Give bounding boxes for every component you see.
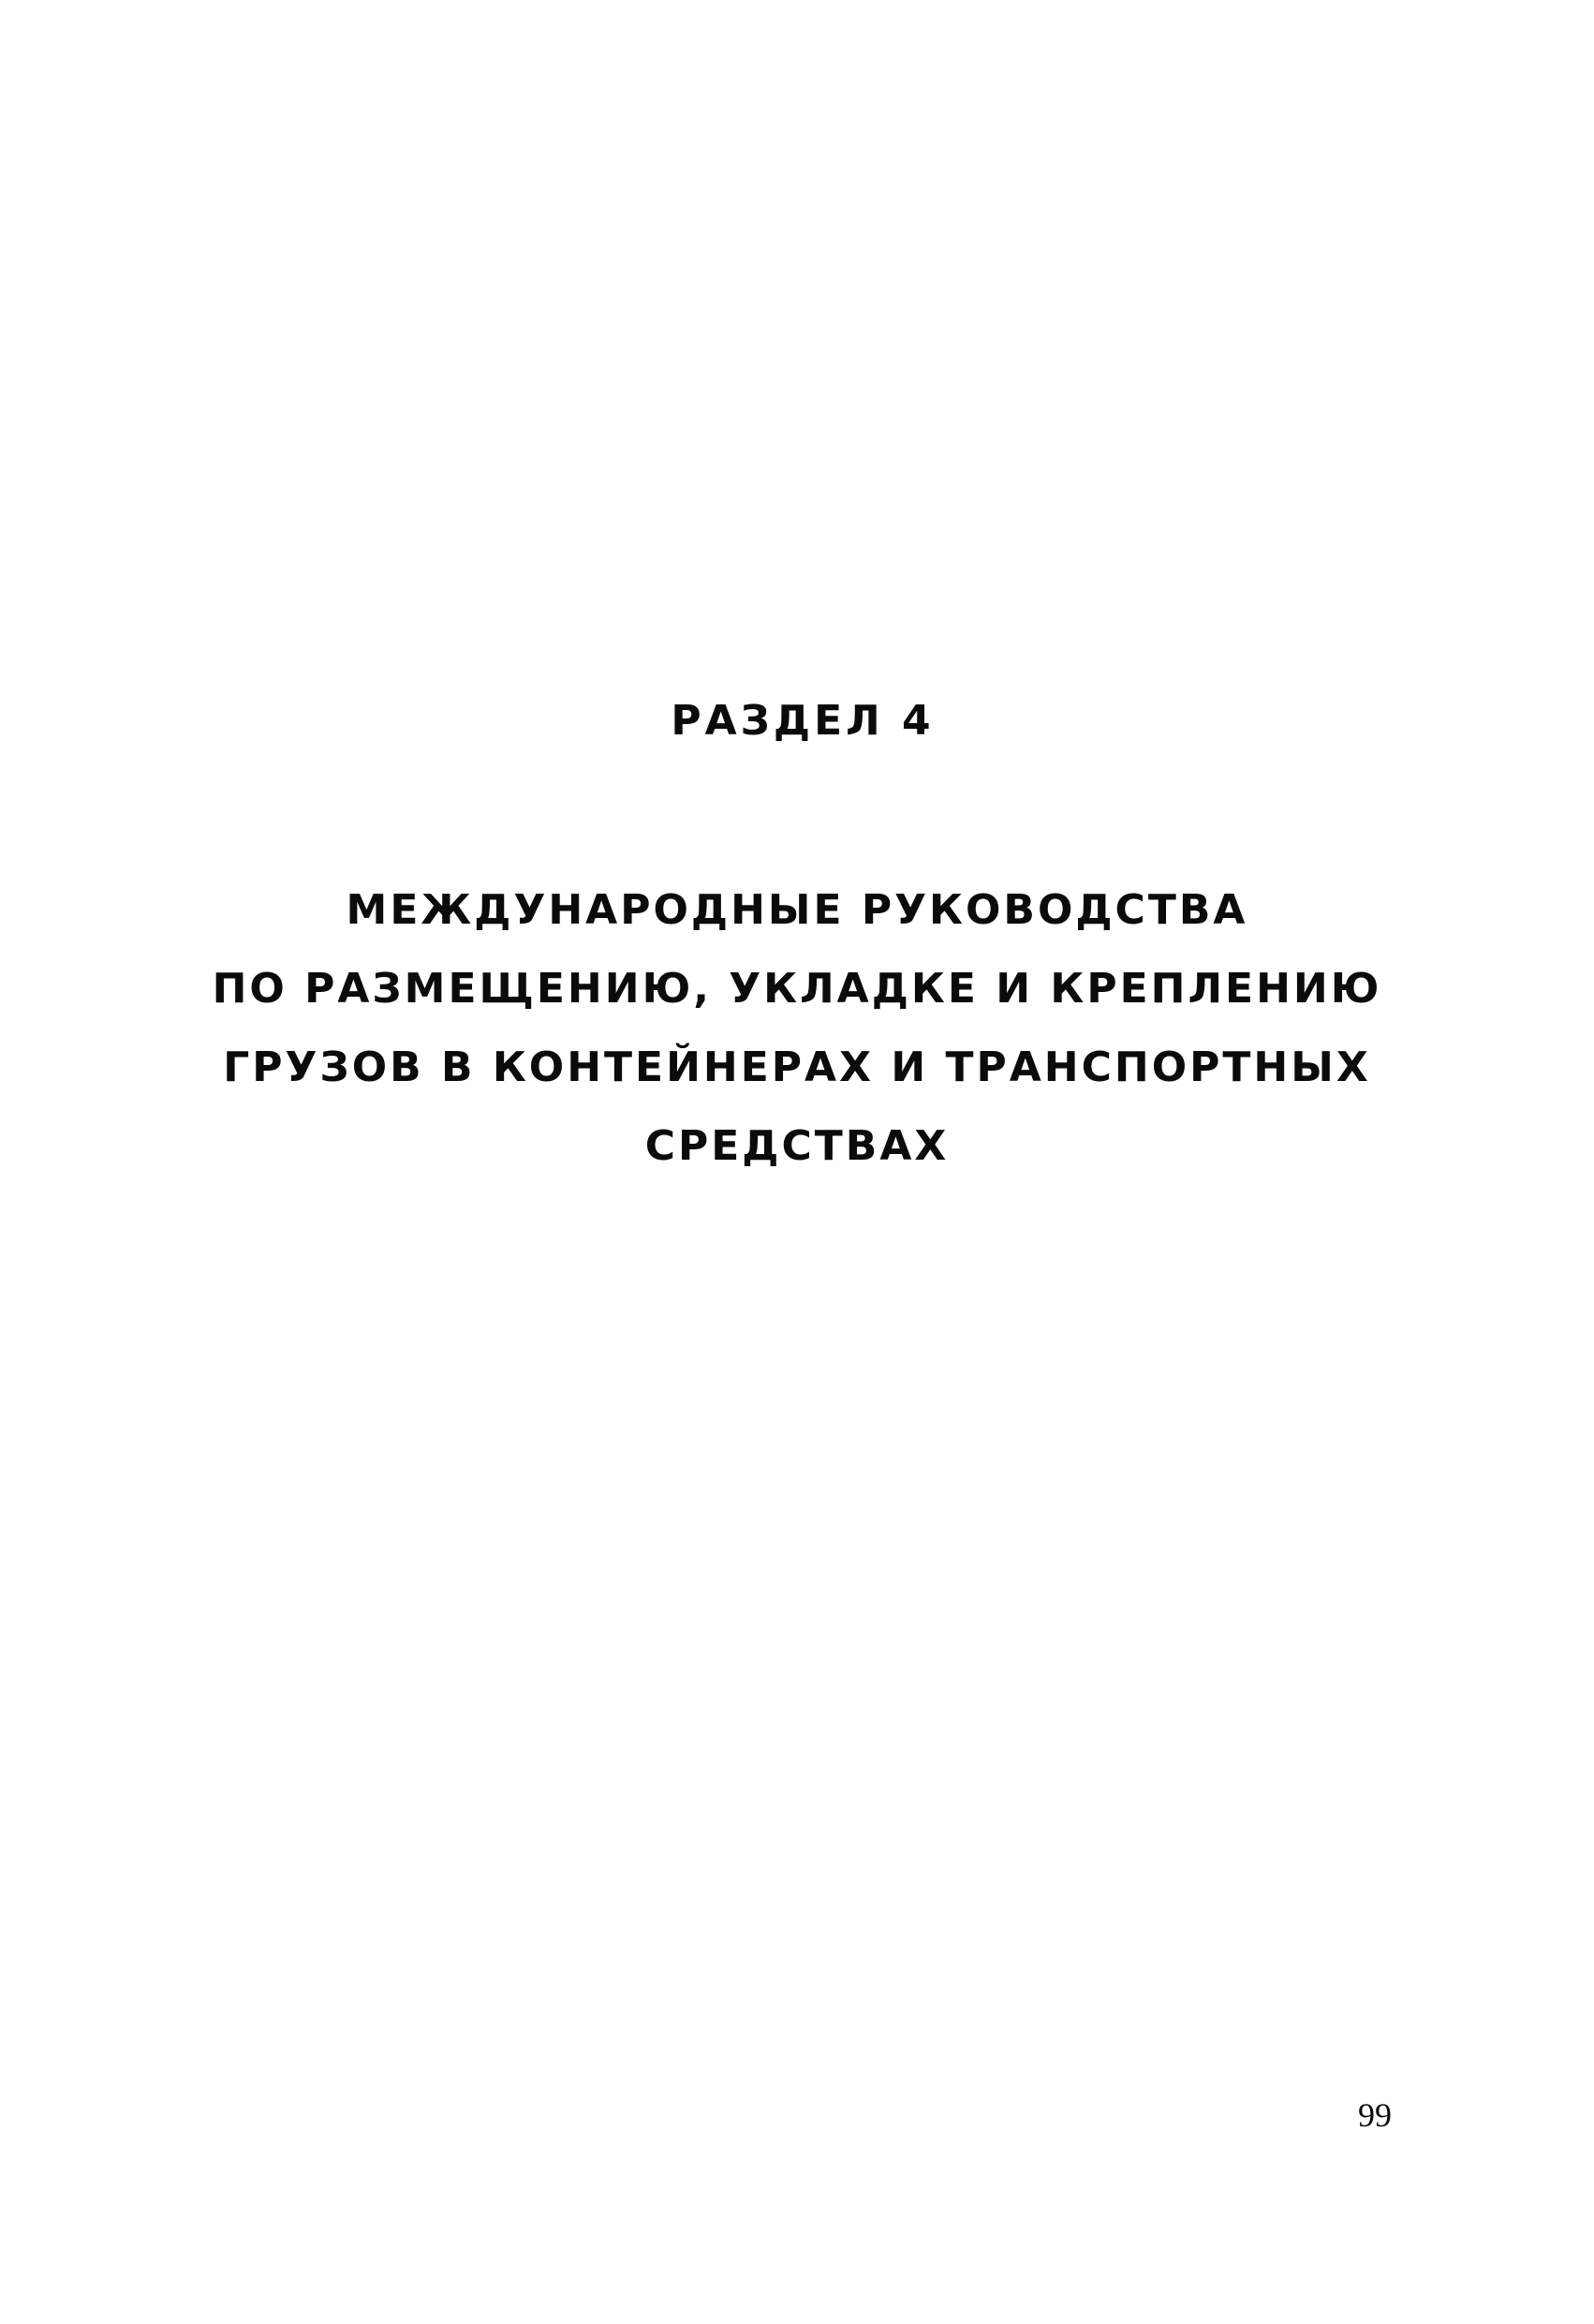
page-number: 99 <box>1358 2096 1392 2134</box>
section-title-line: ПО РАЗМЕЩЕНИЮ, УКЛАДКЕ И КРЕПЛЕНИЮ <box>212 965 1382 1013</box>
section-label: РАЗДЕЛ 4 <box>671 697 935 745</box>
section-title-line: СРЕДСТВАХ <box>644 1122 950 1170</box>
section-title-line: МЕЖДУНАРОДНЫЕ РУКОВОДСТВА <box>346 886 1248 934</box>
section-title <box>0 871 1594 1186</box>
section-title-line: ГРУЗОВ В КОНТЕЙНЕРАХ И ТРАНСПОРТНЫХ <box>223 1044 1371 1091</box>
